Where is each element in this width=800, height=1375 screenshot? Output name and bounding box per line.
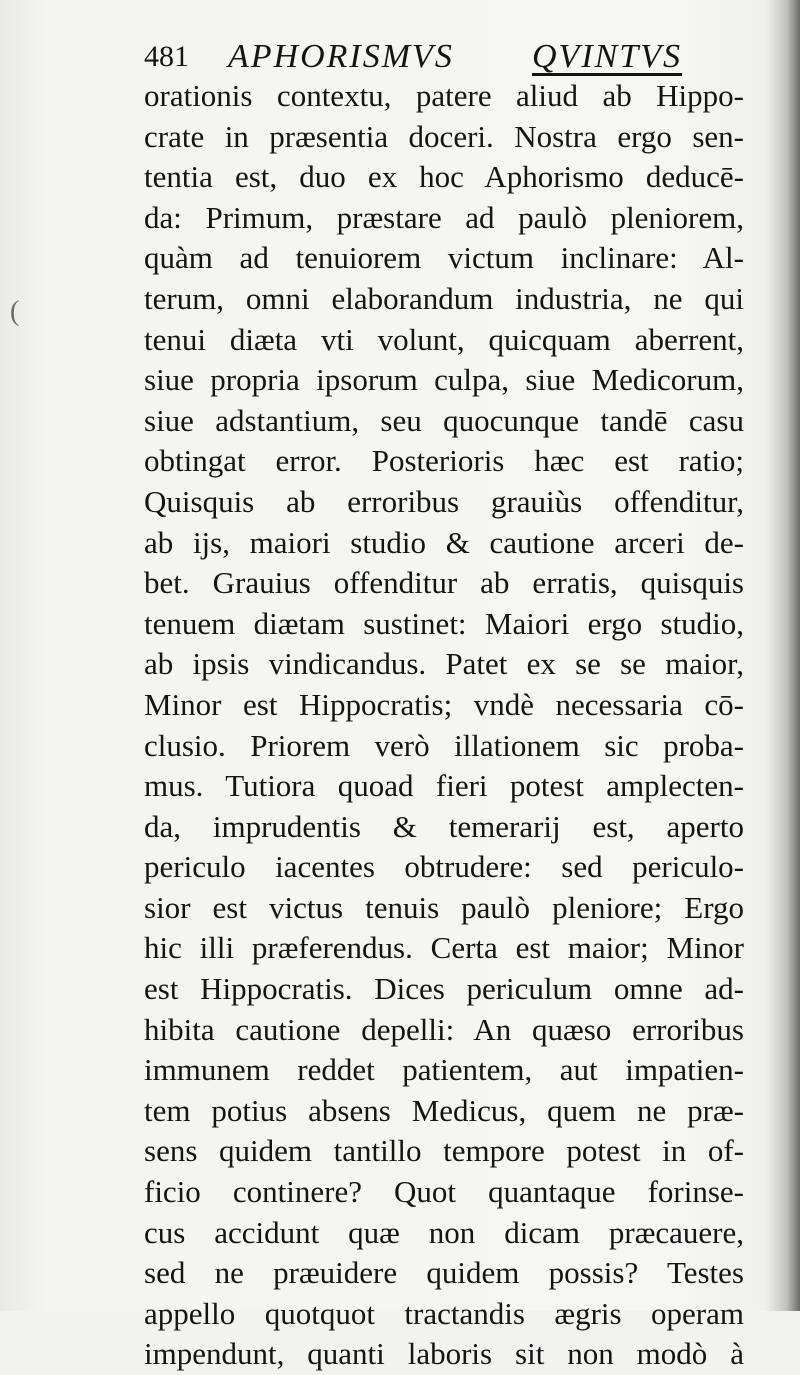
text-line: periculo iacentes obtrudere: sed periculo- — [144, 849, 744, 885]
text-line: Minor est Hippocratis; vndè necessaria cō- — [144, 686, 744, 722]
text-line: crate in præsentia doceri. Nostra ergo sen- — [144, 118, 744, 154]
margin-mark: ( — [10, 296, 20, 327]
text-line: ficio continere? Quot quantaque forinse- — [144, 1174, 744, 1210]
text-line: tentia est, duo ex hoc Aphorismo deducē- — [144, 159, 744, 195]
text-line: da: Primum, præstare ad paulò pleniorem, — [144, 199, 744, 235]
text-line: sior est victus tenuis paulò pleniore; Ergo — [144, 889, 744, 925]
text-line: Quisquis ab erroribus grauiùs offenditur, — [144, 483, 744, 519]
text-line: clusio. Priorem verò illationem sic proba- — [144, 727, 744, 763]
text-line: ab ipsis vindicandus. Patet ex se se maior, — [144, 646, 744, 682]
text-line: impendunt, quanti laboris sit non modò à — [144, 1336, 744, 1372]
text-line: tenuem diætam sustinet: Maiori ergo studio, — [144, 605, 744, 641]
text-line: cus accidunt quæ non dicam præcauere, — [144, 1214, 744, 1250]
text-line: est Hippocratis. Dices periculum omne ad- — [144, 971, 744, 1007]
body-text — [144, 76, 744, 1375]
text-line: tem potius absens Medicus, quem ne præ- — [144, 1092, 744, 1128]
text-line: hibita cautione depelli: An quæso erroribus — [144, 1011, 744, 1047]
text-line: orationis contextu, patere aliud ab Hippo- — [144, 78, 744, 113]
text-line: bet. Grauius offenditur ab erratis, quisquis — [144, 565, 744, 601]
running-head-right: QVINTVS — [532, 38, 682, 75]
text-line: hic illi præferendus. Certa est maior; Minor — [144, 930, 744, 966]
text-line: sed ne præuidere quidem possis? Testes — [144, 1255, 744, 1291]
text-line: immunem reddet patientem, aut impatien- — [144, 1052, 744, 1088]
text-line: appello quotquot tractandis ægris operam — [144, 1295, 744, 1331]
text-line: siue propria ipsorum culpa, siue Medicorum, — [144, 362, 744, 398]
page-gutter-shadow — [766, 0, 800, 1311]
text-line: tenui diæta vti volunt, quicquam aberrent, — [144, 321, 744, 357]
text-line: quàm ad tenuiorem victum inclinare: Al- — [144, 240, 744, 276]
text-line: sens quidem tantillo tempore potest in of- — [144, 1133, 744, 1169]
text-line: siue adstantium, seu quocunque tandē casu — [144, 402, 744, 438]
text-line: obtingat error. Posterioris hæc est ratio; — [144, 443, 744, 479]
text-line: da, imprudentis & temerarij est, aperto — [144, 808, 744, 844]
text-line: terum, omni elaborandum industria, ne qui — [144, 280, 744, 316]
running-head-left: APHORISMVS — [228, 38, 454, 75]
text-line: mus. Tutiora quoad fieri potest amplecten- — [144, 768, 744, 804]
page-number: 481 — [144, 40, 189, 73]
text-line: ab ijs, maiori studio & cautione arceri de- — [144, 524, 744, 560]
